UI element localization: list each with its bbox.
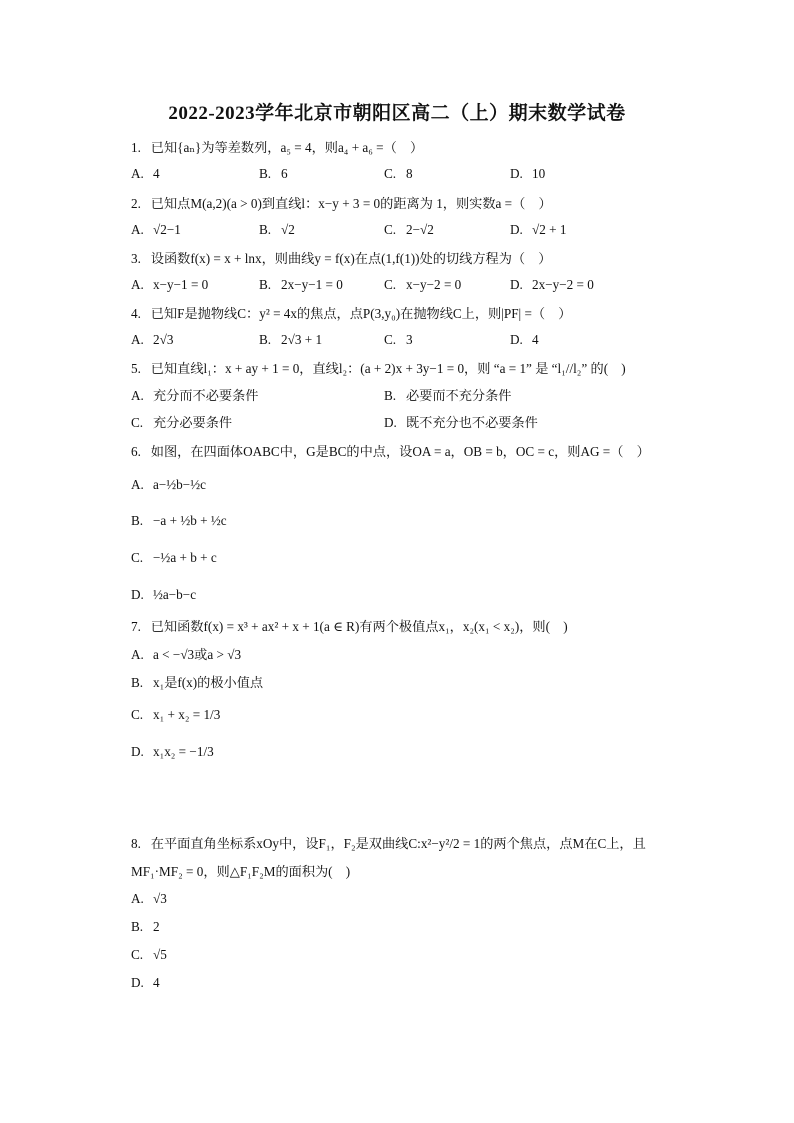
q5-option-d: D. 既不充分也不必要条件 — [384, 415, 538, 430]
q2-option-b: B. √2 — [259, 222, 295, 237]
q8-option-c: C. √5 — [131, 947, 167, 962]
q5-option-a: A. 充分而不必要条件 — [131, 388, 259, 403]
question-stem: 已知{aₙ}为等差数列，a₅ = 4，则a₄ + a₆ =（ ） — [150, 140, 424, 155]
q2-option-c: C. 2−√2 — [384, 222, 434, 237]
question-number: 7. — [131, 619, 141, 634]
question-6 — [131, 443, 650, 461]
q6-option-b: B. −a + ½b + ½c — [131, 513, 227, 528]
question-number: 1. — [131, 140, 141, 155]
q3-option-d: D. 2x−y−2 = 0 — [510, 277, 594, 292]
q4-option-b: B. 2√3 + 1 — [259, 332, 323, 347]
q7-option-a: A. a < −√3或a > √3 — [131, 647, 242, 662]
q1-option-d: D. 10 — [510, 166, 546, 181]
q8-option-b: B. 2 — [131, 919, 160, 934]
q3-option-b: B. 2x−y−1 = 0 — [259, 277, 343, 292]
question-number: 2. — [131, 196, 141, 211]
q5-option-c: C. 充分必要条件 — [131, 415, 233, 430]
q6-option-a: A. a−½b−½c — [131, 477, 206, 492]
question-number: 6. — [131, 444, 141, 459]
q3-option-a: A. x−y−1 = 0 — [131, 277, 209, 292]
q7-option-c: C. x₁ + x₂ = 1/3 — [131, 707, 221, 722]
page-title: 2022-2023学年北京市朝阳区高二（上）期末数学试卷 — [168, 103, 626, 124]
question-8 — [131, 830, 691, 886]
question-5 — [131, 360, 626, 378]
question-2 — [131, 195, 552, 213]
q4-option-a: A. 2√3 — [131, 332, 174, 347]
q3-option-c: C. x−y−2 = 0 — [384, 277, 462, 292]
question-stem: 如图，在四面体OABC中，G是BC的中点，设OA = a，OB = b，OC = c，则AG =（ ） — [150, 444, 650, 459]
question-stem: 已知函数f(x) = x³ + ax² + x + 1(a ∈ R)有两个极值点x₁，x₂(x₁ < x₂)，则( ) — [150, 619, 568, 634]
question-number: 8. — [131, 836, 141, 851]
q8-option-d: D. 4 — [131, 975, 160, 990]
q7-option-b: B. x₁是f(x)的极小值点 — [131, 675, 264, 690]
question-number: 5. — [131, 361, 141, 376]
q8-option-a: A. √3 — [131, 891, 167, 906]
question-stem: 已知点M(a,2)(a > 0)到直线l：x−y + 3 = 0的距离为 1，则实数a =（ ） — [150, 196, 552, 211]
question-7 — [131, 618, 568, 636]
q1-option-a: A. 4 — [131, 166, 160, 181]
question-number: 4. — [131, 306, 141, 321]
question-stem: 设函数f(x) = x + lnx，则曲线y = f(x)在点(1,f(1))处的切线方程为（ ） — [150, 251, 552, 266]
q1-option-c: C. 8 — [384, 166, 413, 181]
question-stem: 已知直线l₁：x + ay + 1 = 0，直线l₂：(a + 2)x + 3y−1 = 0，则 “a = 1” 是 “l₁//l₂” 的( ) — [150, 361, 626, 376]
q2-option-d: D. √2 + 1 — [510, 222, 567, 237]
question-4 — [131, 305, 571, 323]
q6-option-d: D. ½a−b−c — [131, 587, 197, 602]
q7-option-d: D. x₁x₂ = −1/3 — [131, 744, 214, 759]
q5-option-b: B. 必要而不充分条件 — [384, 388, 512, 403]
question-stem: 在平面直角坐标系xOy中，设F₁，F₂是双曲线C:x²−y²/2 = 1的两个焦点，点M在C上，且MF₁·MF₂ = 0，则△F₁F₂M的面积为( ) — [131, 836, 646, 879]
question-stem: 已知F是抛物线C：y² = 4x的焦点，点P(3,y₀)在抛物线C上，则|PF| =（ ） — [150, 306, 572, 321]
question-number: 3. — [131, 251, 141, 266]
q4-option-d: D. 4 — [510, 332, 539, 347]
q2-option-a: A. √2−1 — [131, 222, 181, 237]
question-1 — [131, 139, 423, 157]
q1-option-b: B. 6 — [259, 166, 288, 181]
q4-option-c: C. 3 — [384, 332, 413, 347]
q6-option-c: C. −½a + b + c — [131, 550, 217, 565]
question-3 — [131, 250, 551, 268]
